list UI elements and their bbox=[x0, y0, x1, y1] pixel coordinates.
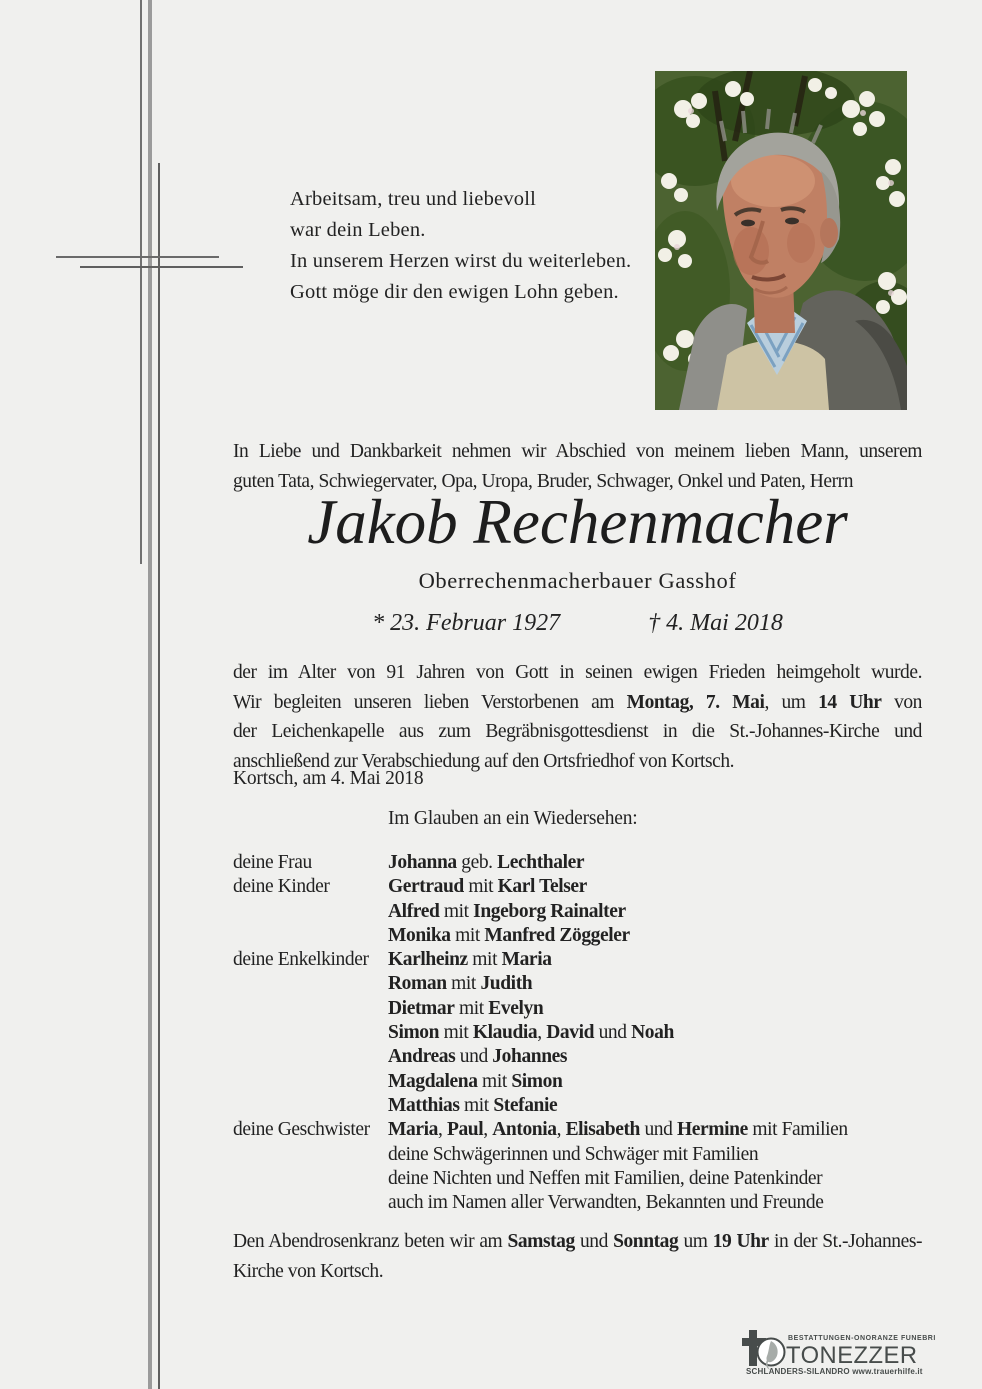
logo-brand-name: TONEZZER bbox=[786, 1342, 918, 1369]
relation-label: deine Frau bbox=[233, 852, 312, 873]
relation-label bbox=[233, 1191, 388, 1215]
funeral-details-paragraph bbox=[233, 658, 922, 776]
relation-label bbox=[233, 924, 388, 948]
family-row bbox=[233, 1021, 933, 1045]
family-row bbox=[233, 1167, 933, 1191]
rosary-line: Kirche von Kortsch. bbox=[233, 1260, 384, 1282]
relation-label: deine Kinder bbox=[233, 876, 330, 898]
deceased-name: Jakob Rechenmacher bbox=[307, 487, 848, 557]
rosary-paragraph bbox=[233, 1227, 922, 1286]
relation-names: Matthias mit Stefanie bbox=[388, 1094, 558, 1116]
relation-names: Roman mit Judith bbox=[388, 973, 533, 995]
relation-names: Maria, Paul, Antonia, Elisabeth und Hermine mit Familien bbox=[388, 1119, 848, 1141]
death-date: † 4. Mai 2018 bbox=[648, 610, 783, 636]
family-row bbox=[233, 875, 933, 899]
tonezzer-cross-drop-icon bbox=[742, 1330, 788, 1372]
relation-names: Simon mit Klaudia, David und Noah bbox=[388, 1022, 674, 1044]
cross-vertical-line-thick bbox=[148, 0, 152, 1389]
funeral-line: anschließend zur Verabschiedung auf den Ortsfriedhof von Kortsch. bbox=[233, 750, 735, 772]
memorial-verse bbox=[290, 184, 631, 308]
intro-line: guten Tata, Schwiegervater, Opa, Uropa, Bruder, Schwager, Onkel und Paten, Herrn bbox=[233, 471, 854, 492]
logo-location-line bbox=[746, 1367, 923, 1376]
mourning-family-list bbox=[233, 851, 933, 1215]
cross-vertical-line-left bbox=[140, 0, 142, 564]
portrait-photo bbox=[655, 71, 907, 410]
family-row bbox=[233, 972, 933, 996]
logo-location: SCHLANDERS-SILANDRO bbox=[746, 1367, 850, 1376]
family-row bbox=[233, 851, 933, 875]
logo-website: www.trauerhilfe.it bbox=[852, 1367, 923, 1376]
relation-names: Gertraud mit Karl Telser bbox=[388, 876, 587, 898]
cross-horizontal-line-upper bbox=[56, 256, 219, 258]
relation-label bbox=[233, 972, 388, 996]
verse-line: Arbeitsam, treu und liebevoll bbox=[290, 188, 537, 210]
family-row bbox=[233, 900, 933, 924]
funeral-home-logo bbox=[742, 1328, 936, 1384]
verse-line: Gott möge dir den ewigen Lohn geben. bbox=[290, 281, 619, 303]
relation-names: auch im Namen aller Verwandten, Bekannten und Freunde bbox=[388, 1192, 824, 1214]
relation-names: Andreas und Johannes bbox=[388, 1046, 568, 1068]
cross-vertical-line-right bbox=[158, 163, 160, 1389]
family-row bbox=[233, 1191, 933, 1215]
rosary-line: Den Abendrosenkranz beten wir am Samstag und Sonntag um 19 Uhr in der St.-Johannes- bbox=[233, 1231, 922, 1252]
family-row bbox=[233, 1070, 933, 1094]
faith-line: Im Glauben an ein Wiedersehen: bbox=[388, 808, 638, 829]
relation-label bbox=[233, 1167, 388, 1191]
family-row bbox=[233, 1143, 933, 1167]
relation-label bbox=[233, 1143, 388, 1167]
birth-date: * 23. Februar 1927 bbox=[372, 610, 561, 636]
relation-names: deine Schwägerinnen und Schwäger mit Familien bbox=[388, 1143, 759, 1165]
cross-horizontal-line-lower bbox=[80, 266, 243, 268]
deceased-farm-name: Oberrechenmacherbauer Gasshof bbox=[418, 568, 737, 593]
intro-line: In Liebe und Dankbarkeit nehmen wir Abschied von meinem lieben Mann, unserem bbox=[233, 441, 922, 462]
relation-label: deine Enkelkinder bbox=[233, 949, 369, 971]
relation-names: Karlheinz mit Maria bbox=[388, 949, 552, 971]
funeral-line: der Leichenkapelle aus zum Begräbnisgottesdienst in die St.-Johannes-Kirche und bbox=[233, 721, 922, 742]
relation-names: Magdalena mit Simon bbox=[388, 1070, 563, 1092]
relation-names: Johanna geb. Lechthaler bbox=[388, 852, 585, 873]
relation-label bbox=[233, 1094, 388, 1118]
place-and-date-line: Kortsch, am 4. Mai 2018 bbox=[233, 768, 424, 789]
family-row bbox=[233, 997, 933, 1021]
verse-line: In unserem Herzen wirst du weiterleben. bbox=[290, 250, 632, 272]
family-row bbox=[233, 948, 933, 972]
verse-line: war dein Leben. bbox=[290, 219, 426, 241]
family-row bbox=[233, 924, 933, 948]
relation-label bbox=[233, 1045, 388, 1069]
relation-names: Dietmar mit Evelyn bbox=[388, 997, 544, 1019]
funeral-line: Wir begleiten unseren lieben Verstorbenen am Montag, 7. Mai, um 14 Uhr von bbox=[233, 691, 922, 713]
family-row bbox=[233, 1094, 933, 1118]
relation-label bbox=[233, 1021, 388, 1045]
relation-label bbox=[233, 900, 388, 924]
life-dates bbox=[233, 610, 922, 637]
relation-names: Monika mit Manfred Zöggeler bbox=[388, 924, 630, 946]
family-row bbox=[233, 1045, 933, 1069]
funeral-line: der im Alter von 91 Jahren von Gott in seinen ewigen Frieden heimgeholt wurde. bbox=[233, 662, 922, 683]
relation-label bbox=[233, 1070, 388, 1094]
relation-names: deine Nichten und Neffen mit Familien, deine Patenkinder bbox=[388, 1167, 823, 1189]
logo-tagline: BESTATTUNGEN-ONORANZE FUNEBRI bbox=[788, 1335, 936, 1342]
relation-label: deine Geschwister bbox=[233, 1119, 370, 1141]
family-row bbox=[233, 1118, 933, 1142]
relation-label bbox=[233, 997, 388, 1021]
relation-names: Alfred mit Ingeborg Rainalter bbox=[388, 900, 626, 922]
